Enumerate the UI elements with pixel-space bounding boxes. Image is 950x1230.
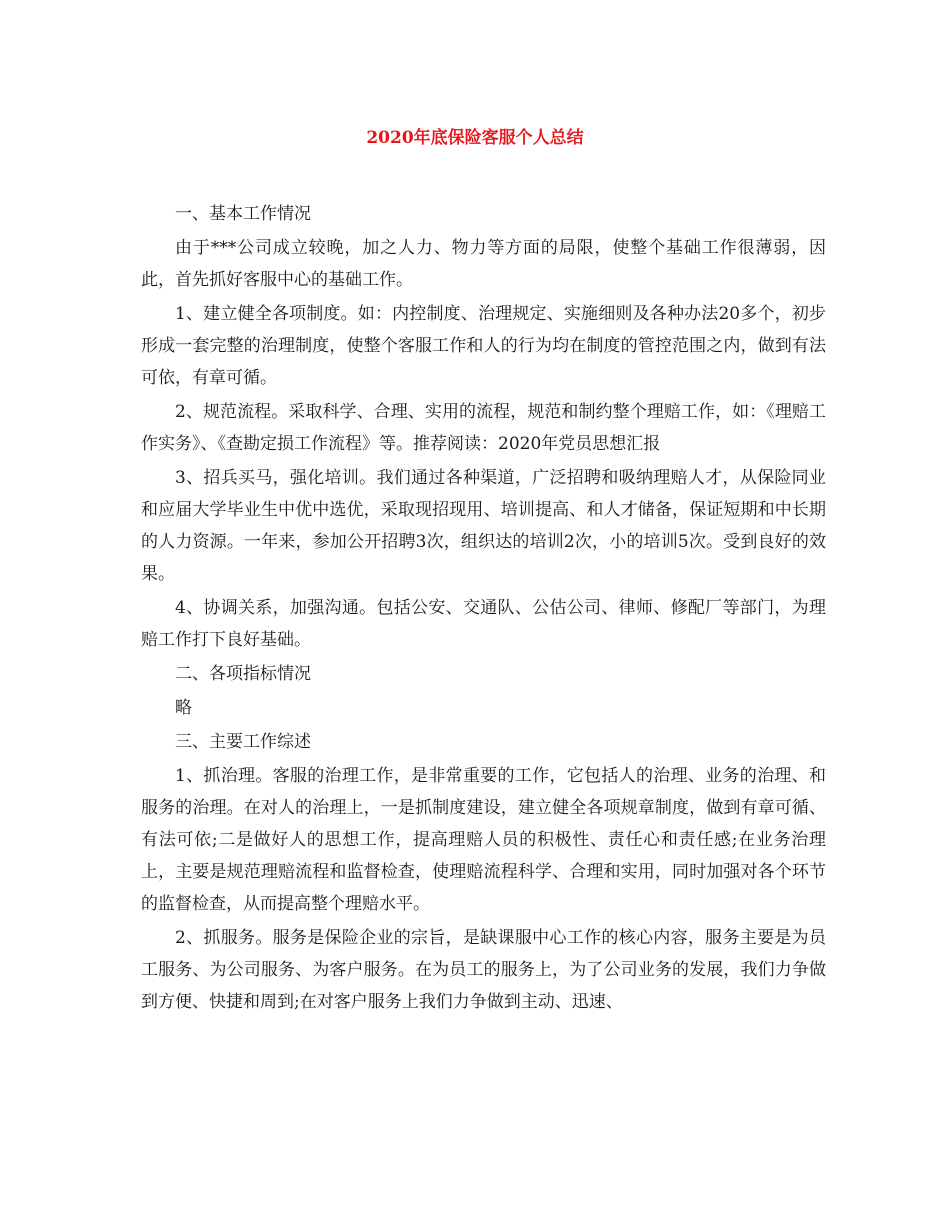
section-heading-work-summary: 三、主要工作综述 bbox=[175, 732, 311, 752]
paragraph-management: 1、抓治理。客服的治理工作，是非常重要的工作，它包括人的治理、业务的治理、和服务的治理。在对人的治理上，一是抓制度建设，建立健全各项规章制度，做到有章可循、有法可依;二是做好人的思想工作，提高理赔人员的积极性、责任心和责任感;在业务治理上，主要是规范理赔流程和监督检查，使理赔流程科学、合理和实用，同时加强对各个环节的监督检查，从而提高整个理赔水平。 bbox=[141, 766, 826, 914]
paragraph-item-2-process: 2、规范流程。采取科学、合理、实用的流程，规范和制约整个理赔工作，如：《理赔工作实务》、《查勘定损工作流程》等。推荐阅读：2020年党员思想汇报 bbox=[141, 402, 826, 454]
paragraph-item-3-recruitment: 3、招兵买马，强化培训。我们通过各种渠道，广泛招聘和吸纳理赔人才，从保险同业和应届大学毕业生中优中选优，采取现招现用、培训提高、和人才储备，保证短期和中长期的人力资源。一年来，参加公开招聘3次，组织达的培训2次，小的培训5次。受到良好的效果。 bbox=[141, 468, 826, 584]
paragraph-item-4-coordination: 4、协调关系，加强沟通。包括公安、交通队、公估公司、律师、修配厂等部门，为理赔工作打下良好基础。 bbox=[141, 598, 826, 650]
section-heading-basic-work: 一、基本工作情况 bbox=[175, 204, 311, 224]
document-title: 2020年底保险客服个人总结 bbox=[366, 128, 584, 148]
paragraph-omitted: 略 bbox=[175, 698, 192, 718]
section-heading-indicators: 二、各项指标情况 bbox=[175, 664, 311, 684]
paragraph-item-1-systems: 1、建立健全各项制度。如：内控制度、治理规定、实施细则及各种办法20多个，初步形成一套完整的治理制度，使整个客服工作和人的行为均在制度的管控范围之内，做到有法可依，有章可循。 bbox=[141, 304, 826, 388]
paragraph-intro: 由于***公司成立较晚，加之人力、物力等方面的局限，使整个基础工作很薄弱，因此，首先抓好客服中心的基础工作。 bbox=[141, 238, 826, 290]
paragraph-service: 2、抓服务。服务是保险企业的宗旨，是缺课服中心工作的核心内容，服务主要是为员工服务、为公司服务、为客户服务。在为员工的服务上，为了公司业务的发展，我们力争做到方便、快捷和周到;在对客户服务上我们力争做到主动、迅速、 bbox=[141, 928, 826, 1012]
document-body bbox=[141, 198, 826, 1020]
